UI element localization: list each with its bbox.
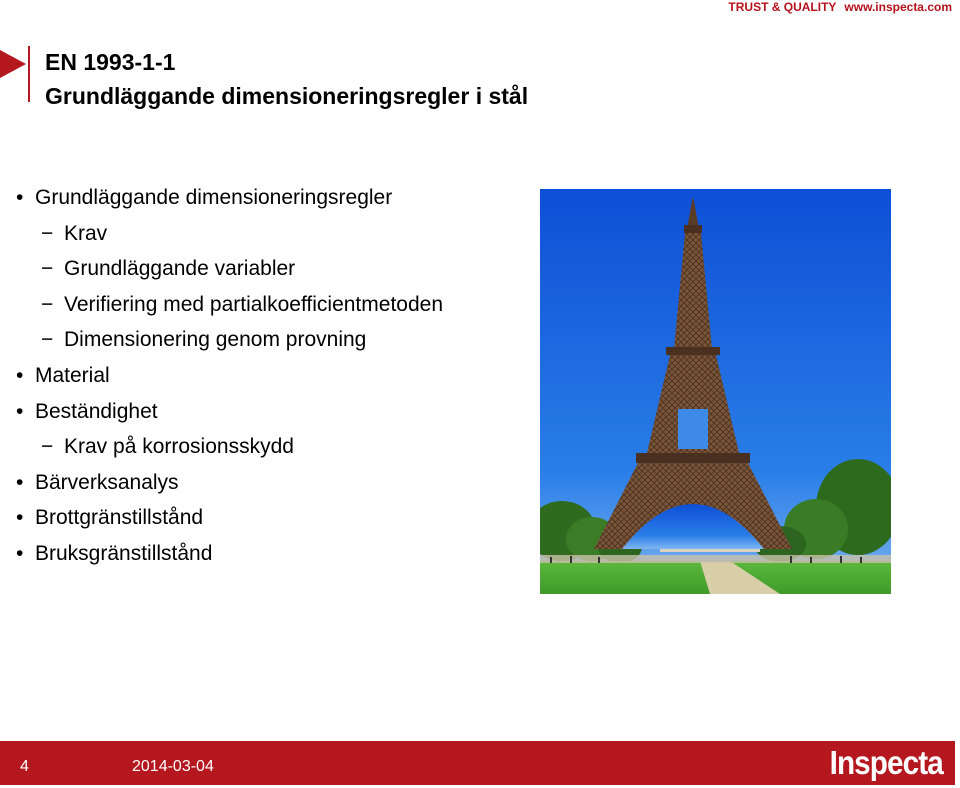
bullet-text: Krav på korrosionsskydd xyxy=(64,435,294,459)
dash-marker: − xyxy=(41,257,54,281)
dash-marker: − xyxy=(41,435,54,459)
list-item xyxy=(14,326,534,362)
bullet-text: Dimensionering genom provning xyxy=(64,328,367,352)
bullet-text: Krav xyxy=(64,221,108,245)
bullet-marker: • xyxy=(16,541,24,565)
bullet-text: Grundläggande variabler xyxy=(64,257,296,281)
bullet-text: Brottgränstillstånd xyxy=(35,506,204,530)
dash-marker: − xyxy=(41,328,54,352)
bullet-text: Material xyxy=(35,363,110,387)
list-item xyxy=(14,540,534,576)
bullet-marker: • xyxy=(16,506,24,530)
list-item xyxy=(14,398,534,434)
website-url[interactable]: www.inspecta.com xyxy=(844,0,952,14)
list-item xyxy=(14,504,534,540)
bullet-list xyxy=(14,184,534,576)
list-item xyxy=(14,220,534,256)
list-item xyxy=(14,184,534,220)
title-line-2: Grundläggande dimensioneringsregler i stål xyxy=(45,83,529,109)
title-line-1: EN 1993-1-1 xyxy=(45,49,176,75)
bullet-marker: • xyxy=(16,363,24,387)
bullet-text: Bruksgränstillstånd xyxy=(35,541,213,565)
inspecta-logo: Inspecta xyxy=(829,744,943,781)
bullet-marker: • xyxy=(16,186,24,209)
list-item xyxy=(14,255,534,291)
bullet-text: Verifiering med partialkoefficientmetoden xyxy=(64,292,443,316)
tagline-text: TRUST & QUALITY xyxy=(728,0,837,14)
slide-title xyxy=(45,45,528,113)
dash-marker: − xyxy=(41,292,54,316)
footer-bar xyxy=(0,741,955,785)
eiffel-tower-photo xyxy=(540,189,891,594)
list-item xyxy=(14,291,534,327)
bullet-text: Beständighet xyxy=(35,399,158,423)
list-item xyxy=(14,362,534,398)
red-triangle-icon xyxy=(0,46,40,102)
header-tagline xyxy=(728,0,952,14)
list-item xyxy=(14,433,534,469)
bullet-text: Grundläggande dimensioneringsregler xyxy=(35,186,393,209)
eiffel-tower-illustration xyxy=(540,189,891,594)
bullet-marker: • xyxy=(16,399,24,423)
list-item xyxy=(14,469,534,505)
dash-marker: − xyxy=(41,221,54,245)
bullet-marker: • xyxy=(16,470,24,494)
bullet-text: Bärverksanalys xyxy=(35,470,179,494)
page-number: 4 xyxy=(20,758,29,775)
slide-date: 2014-03-04 xyxy=(132,758,214,775)
